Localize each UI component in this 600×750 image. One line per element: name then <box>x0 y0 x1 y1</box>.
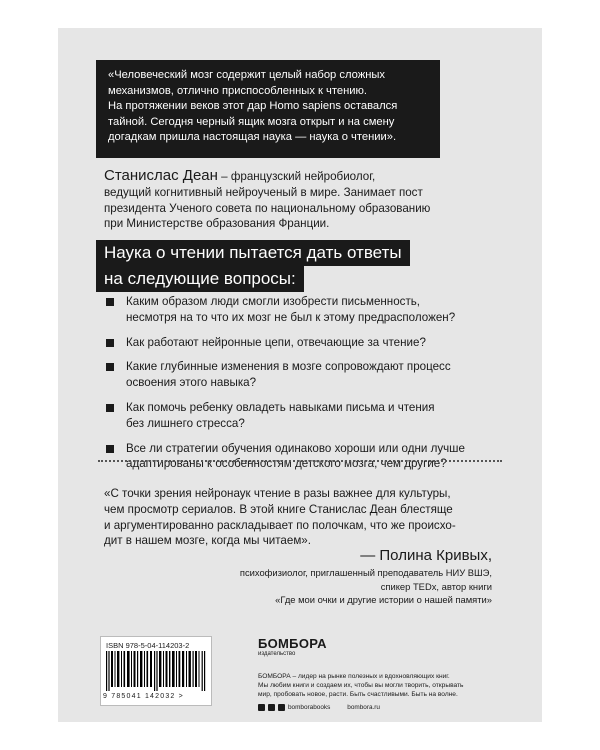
author-bio-first-line <box>104 168 504 185</box>
headline-line-2: на следующие вопросы: <box>96 266 304 292</box>
social-icon <box>258 704 265 711</box>
question-item: Какие глубинные изменения в мозге сопровождают процесс освоения этого навыка? <box>104 359 504 391</box>
author-name: Станислас Деан <box>104 167 218 184</box>
intro-quote-line: механизмов, отлично приспособленных к чтению. <box>108 84 368 97</box>
intro-quote-line: На протяжении веков этот дар Homo sapiens оставался <box>108 100 398 113</box>
barcode-bars-icon <box>106 651 206 691</box>
author-bio <box>104 168 504 232</box>
social-icon <box>268 704 275 711</box>
publisher-site: bombora.ru <box>347 704 380 711</box>
author-bio-line: ведущий когнитивный нейроученый в мире. Занимает пост <box>104 185 423 199</box>
square-bullet-icon <box>106 404 114 412</box>
reviewer-name: — Полина Кривых, <box>360 547 492 564</box>
review-line: дит в нашем мозге, когда мы читаем». <box>104 534 311 548</box>
headline-line-1: Наука о чтении пытается дать ответы <box>96 240 410 266</box>
publisher-social <box>258 704 380 711</box>
author-bio-line: при Министерстве образования Франции. <box>104 217 330 231</box>
social-icon <box>278 704 285 711</box>
barcode <box>100 636 212 706</box>
intro-quote-line: догадкам пришла настоящая наука — наука о чтении». <box>108 131 397 144</box>
barcode-digits: 9 785041 142032 > <box>103 693 184 700</box>
review-line: «С точки зрения нейронаук чтение в разы важнее для культуры, <box>104 487 451 500</box>
review-quote <box>104 486 504 549</box>
question-item: Каким образом люди смогли изобрести письменность, несмотря на то что их мозг не был к этому предрасположен? <box>104 294 504 326</box>
intro-quote-box <box>96 60 440 158</box>
publisher-logo-subtitle: издательство <box>258 651 296 657</box>
square-bullet-icon <box>106 298 114 306</box>
author-bio-line: президента Ученого совета по национальному образованию <box>104 201 431 215</box>
publisher-info: БОМБОРА – лидер на рынке полезных и вдохновляющих книг. Мы любим книги и создаем их, чтобы вы могли творить, открывать мир, пробовать новое, расти. Быть счастливыми. Быть на волне. <box>258 673 464 698</box>
reviewer-description: психофизиолог, приглашенный преподаватель НИУ ВШЭ, спикер TEDx, автор книги «Где мои очки и другие истории о нашей памяти» <box>239 567 492 605</box>
isbn-text: ISBN 978-5-04-114203-2 <box>106 641 190 650</box>
intro-quote-line: тайной. Сегодня черный ящик мозга открыт и на смену <box>108 115 395 128</box>
review-line: чем просмотр сериалов. В этой книге Станислас Деан блестяще <box>104 502 453 516</box>
questions-list <box>104 294 504 481</box>
question-item: Все ли стратегии обучения одинаково хороши или одни лучше адаптированы к особенностям детского мозга, чем другие? <box>104 441 504 473</box>
question-item: Как помочь ребенку овладеть навыками письма и чтения без лишнего стресса? <box>104 400 504 432</box>
intro-quote-line: «Человеческий мозг содержит целый набор сложных <box>108 69 386 81</box>
review-line: и аргументированно раскладывает по полочкам, что же происхо- <box>104 518 456 532</box>
publisher-logo: БОМБОРА <box>258 636 327 651</box>
square-bullet-icon <box>106 363 114 371</box>
author-bio-text: – французский нейробиолог, <box>217 170 376 183</box>
dotted-divider <box>98 460 502 462</box>
square-bullet-icon <box>106 445 114 453</box>
question-item: Как работают нейронные цепи, отвечающие за чтение? <box>104 335 504 351</box>
square-bullet-icon <box>106 339 114 347</box>
social-handle: bomborabooks <box>288 704 331 711</box>
